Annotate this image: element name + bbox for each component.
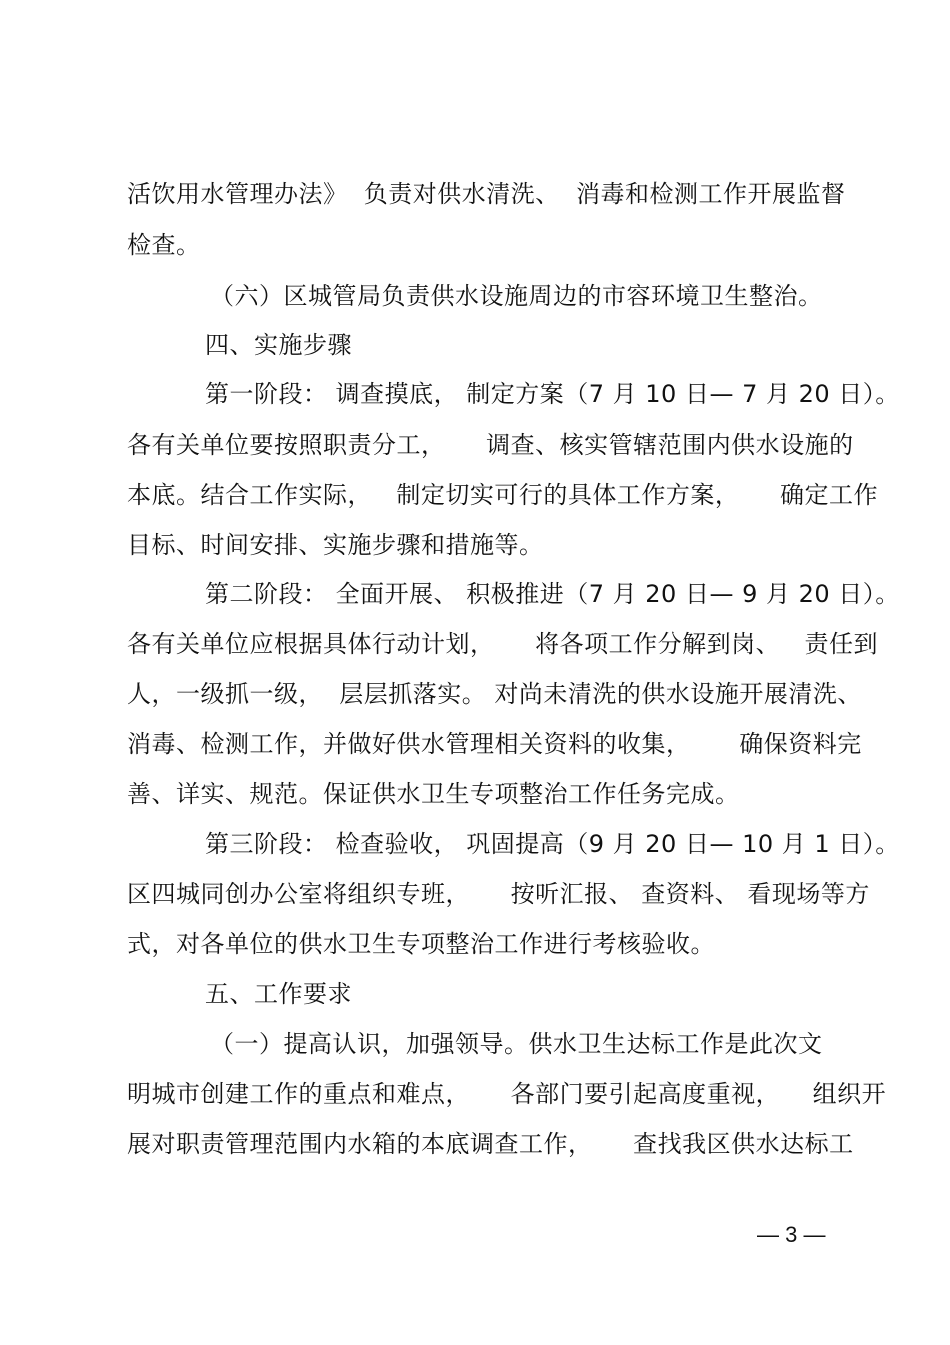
body-text-line: 目标、时间安排、实施步骤和措施等。 bbox=[127, 531, 544, 559]
stage-two-heading: 第二阶段： 全面开展、 积极推进（7 月 20 日— 9 月 20 日）。 bbox=[205, 580, 900, 608]
clause-six: （六）区城管局负责供水设施周边的市容环境卫生整治。 bbox=[210, 282, 823, 310]
body-text-line: 区四城同创办公室将组织专班， 按听汇报、 查资料、 看现场等方 bbox=[127, 880, 870, 908]
body-text-line: 各有关单位要按照职责分工， 调查、核实管辖范围内供水设施的 bbox=[127, 431, 854, 459]
body-text-line: 人，一级抓一级， 层层抓落实。 对尚未清洗的供水设施开展清洗、 bbox=[127, 680, 862, 708]
body-text-line: 本底。结合工作实际， 制定切实可行的具体工作方案， 确定工作 bbox=[127, 481, 879, 509]
body-text-line: 善、详实、规范。保证供水卫生专项整治工作任务完成。 bbox=[127, 780, 740, 808]
body-text-line: 活饮用水管理办法》 负责对供水清洗、 消毒和检测工作开展监督 bbox=[127, 180, 846, 208]
section-heading-steps: 四、实施步骤 bbox=[205, 331, 352, 359]
page-number: — 3 — bbox=[757, 1222, 826, 1247]
section-heading-requirements: 五、工作要求 bbox=[205, 980, 352, 1008]
stage-three-heading: 第三阶段： 检查验收， 巩固提高（9 月 20 日— 10 月 1 日）。 bbox=[205, 830, 900, 858]
body-text-line: 式，对各单位的供水卫生专项整治工作进行考核验收。 bbox=[127, 930, 715, 958]
stage-one-heading: 第一阶段： 调查摸底， 制定方案（7 月 10 日— 7 月 20 日）。 bbox=[205, 380, 900, 408]
body-text-line: 检查。 bbox=[127, 231, 201, 259]
body-text-line: 展对职责管理范围内水箱的本底调查工作， 查找我区供水达标工 bbox=[127, 1130, 854, 1158]
body-text-line: 各有关单位应根据具体行动计划， 将各项工作分解到岗、 责任到 bbox=[127, 630, 879, 658]
clause-one: （一）提高认识，加强领导。供水卫生达标工作是此次文 bbox=[210, 1030, 823, 1058]
body-text-line: 明城市创建工作的重点和难点， 各部门要引起高度重视， 组织开 bbox=[127, 1080, 887, 1108]
body-text-line: 消毒、检测工作，并做好供水管理相关资料的收集， 确保资料完 bbox=[127, 730, 862, 758]
